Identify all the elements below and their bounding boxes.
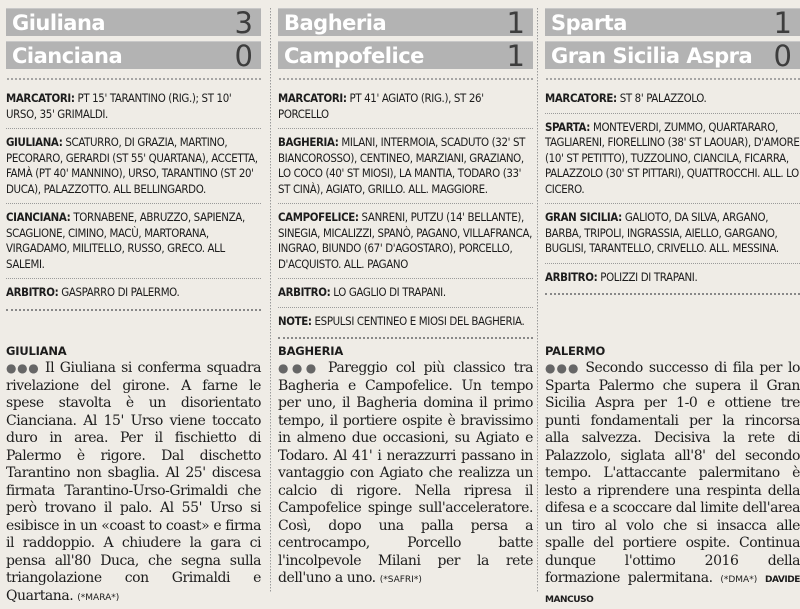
- home-score-bar: [278, 5, 533, 40]
- dotted-separator: [545, 77, 800, 81]
- home-lineup-block: [278, 135, 533, 204]
- block-label: ARBITRO:: [545, 269, 598, 284]
- scorers-block: [6, 91, 261, 129]
- block-label: BAGHERIA:: [278, 135, 339, 149]
- block-text: LO GAGLIO DI TRAPANI.: [330, 285, 446, 299]
- home-team-score: 1: [773, 5, 792, 40]
- column-divider: [270, 8, 271, 593]
- notes-block: [278, 314, 533, 340]
- block-text: POLIZZI DI TRAPANI.: [597, 269, 698, 284]
- block-label: GRAN SICILIA:: [545, 210, 622, 224]
- away-team-name: Cianciana: [12, 43, 123, 68]
- author-byline: DAVIDE MANCUSO: [545, 575, 800, 605]
- away-team-name: Gran Sicilia Aspra: [551, 43, 753, 68]
- block-label: NOTE:: [278, 313, 312, 328]
- home-lineup-block: [545, 120, 800, 205]
- block-label: SPARTA:: [545, 119, 591, 134]
- block-text: PT 41' AGIATO (RIG.), ST 26' PORCELLO: [278, 91, 484, 121]
- match-report-sparta: [545, 5, 800, 605]
- dateline: BAGHERIA: [278, 344, 344, 358]
- away-lineup-block: [545, 210, 800, 264]
- home-score-bar: [6, 5, 261, 40]
- home-team-name: Sparta: [551, 10, 627, 35]
- block-label: MARCATORI:: [278, 91, 347, 105]
- signature: (*DMA*): [720, 575, 758, 585]
- block-text: SANRENI, PUTZU (14' BELLANTE), SINEGIA, MICALIZZI, SPANÒ, PAGANO, VILLAFRANCA, INGRAO, BIUNDO (67' D'AGOSTARO), PORCELLO, D'ACQUISTO. ALL. PAGANO: [278, 210, 533, 271]
- article-body: [6, 360, 261, 607]
- bullet-dots: ●●●: [6, 361, 40, 375]
- away-score-bar: [278, 38, 533, 73]
- referee-block: [6, 285, 261, 311]
- home-team-name: Bagheria: [284, 10, 387, 35]
- away-team-score: 1: [506, 38, 525, 73]
- block-text: GASPARRO DI PALERMO.: [58, 285, 180, 299]
- block-label: ARBITRO:: [6, 285, 59, 299]
- dateline: GIULIANA: [6, 344, 67, 358]
- home-team-name: Giuliana: [12, 10, 106, 35]
- away-lineup-block: [6, 210, 261, 279]
- match-report-bagheria: [278, 5, 533, 593]
- scorers-block: [278, 91, 533, 129]
- away-score-bar: [6, 38, 261, 73]
- home-team-score: 3: [234, 5, 253, 40]
- home-score-bar: [545, 5, 800, 40]
- block-label: MARCATORI:: [6, 91, 75, 105]
- bullet-dots: ●●●: [278, 361, 320, 375]
- dateline: PALERMO: [545, 344, 606, 358]
- article-text: Il Giuliana si conferma squadra rivelazione del girone. A farne le spese stavolta è un disorientato Cianciana. Al 15' Urso viene toccato duro in area. Per il fischietto di Palermo è rigore. Dal dischetto Tarantino non sbaglia. Al 25' discesa firmata Tarantino-Urso-Grimaldi che però trovano il palo. Al 55' Urso si esibisce in un «coast to coast» e firma il raddoppio. A chiudere la gara ci pensa all'80 Duca, che segna sulla triangolazione con Grimaldi e Quartana.: [6, 360, 261, 604]
- article-text: Secondo successo di fila per lo Sparta Palermo che supera il Gran Sicilia Aspra per 1-0 e ottiene tre punti fondamentali per la rincorsa alla salvezza. Decisiva la rete di Palazzolo, siglata all'8' del secondo tempo. L'attaccante palermitano è lesto a riprendere una respinta della difesa e a scoccare dal limite dell'area un tiro al volo che si insacca alle spalle del portiere ospite. Continua dunque l'ottimo 2016 della formazione palermitana.: [545, 360, 800, 586]
- away-team-name: Campofelice: [284, 43, 424, 68]
- signature: (*MARA*): [77, 592, 120, 603]
- home-team-score: 1: [506, 5, 525, 40]
- block-label: GIULIANA:: [6, 135, 63, 149]
- match-report-giuliana: [6, 5, 261, 604]
- block-label: MARCATORE:: [545, 91, 617, 105]
- scorers-block: [545, 91, 800, 114]
- article-text: Pareggio col più classico tra Bagheria e Campofelice. Un tempo per uno, il Bagheria domina il primo tempo, il portiere ospite è bravissimo in almeno due occasioni, su Agiato e Todaro. Al 41' i nerazzurri passano in vantaggio con Agiato che realizza un calcio di rigore. Nella ripresa il Campofelice spinge sull'acceleratore. Così, dopo una palla persa a centrocampo, Porcello batte l'incolpevole Milani per la rete dell'uno a uno.: [278, 360, 533, 586]
- home-lineup-block: [6, 135, 261, 204]
- block-label: CAMPOFELICE:: [278, 210, 359, 224]
- article-body: [278, 360, 533, 590]
- block-label: CIANCIANA:: [6, 210, 71, 224]
- column-divider: [537, 8, 538, 593]
- dotted-separator: [278, 77, 533, 81]
- block-text: TORNABENE, ABRUZZO, SAPIENZA, SCAGLIONE, CIMINO, MACÙ, MARTORANA, VIRGADAMO, MILITELLO, RUSSO, GRECO. ALL SALEMI.: [6, 210, 245, 271]
- dotted-separator: [6, 77, 261, 81]
- away-lineup-block: [278, 210, 533, 279]
- block-text: MONTEVERDI, ZUMMO, QUARTARARO, TAGLIARENI, FIORELLINO (38' ST LAOUAR), D'AMORE (10' ST PETITTO), TUZZOLINO, CIANCILA, FICARRA, PALAZZOLO (30' ST PITTARI), QUATTROCCHI. ALL. LO CICERO.: [545, 119, 800, 196]
- block-text: SCATURRO, DI GRAZIA, MARTINO, PECORARO, GERARDI (ST 55' QUARTANA), ACCETTA, FAMÀ (PT 40' MANNINO), URSO, TARANTINO (ST 20' DUCA), PALAZZOTTO. ALL BELLINGARDO.: [6, 135, 258, 196]
- block-text: ST 8' PALAZZOLO.: [616, 91, 707, 105]
- away-score-bar: [545, 38, 800, 73]
- block-text: ESPULSI CENTINEO E MIOSI DEL BAGHERIA.: [311, 313, 525, 328]
- signature: (*SAFRI*): [379, 575, 422, 585]
- away-team-score: 0: [234, 38, 253, 73]
- referee-block: [278, 285, 533, 308]
- away-team-score: 0: [773, 38, 792, 73]
- block-text: GALIOTO, DA SILVA, ARGANO, BARBA, TRIPOLI, INGRASSIA, AIELLO, GARGANO, BUGLISI, TARANTELLO, CRIVELLO. ALL. MESSINA.: [545, 210, 779, 255]
- block-text: PT 15' TARANTINO (RIG.); ST 10' URSO, 35' GRIMALDI.: [6, 91, 232, 121]
- block-label: ARBITRO:: [278, 285, 331, 299]
- article-body: [545, 360, 800, 609]
- block-text: MILANI, INTERMOIA, SCADUTO (32' ST BIANCOROSSO), CENTINEO, MARZIANI, GRAZIANO, LO COCO (40' ST MIOSI), LA MANTIA, TODARO (33' ST CINÀ), AGIATO, GRILLO. ALL. MAGGIORE.: [278, 135, 526, 196]
- bullet-dots: ●●●: [545, 361, 580, 375]
- referee-block: [545, 270, 800, 296]
